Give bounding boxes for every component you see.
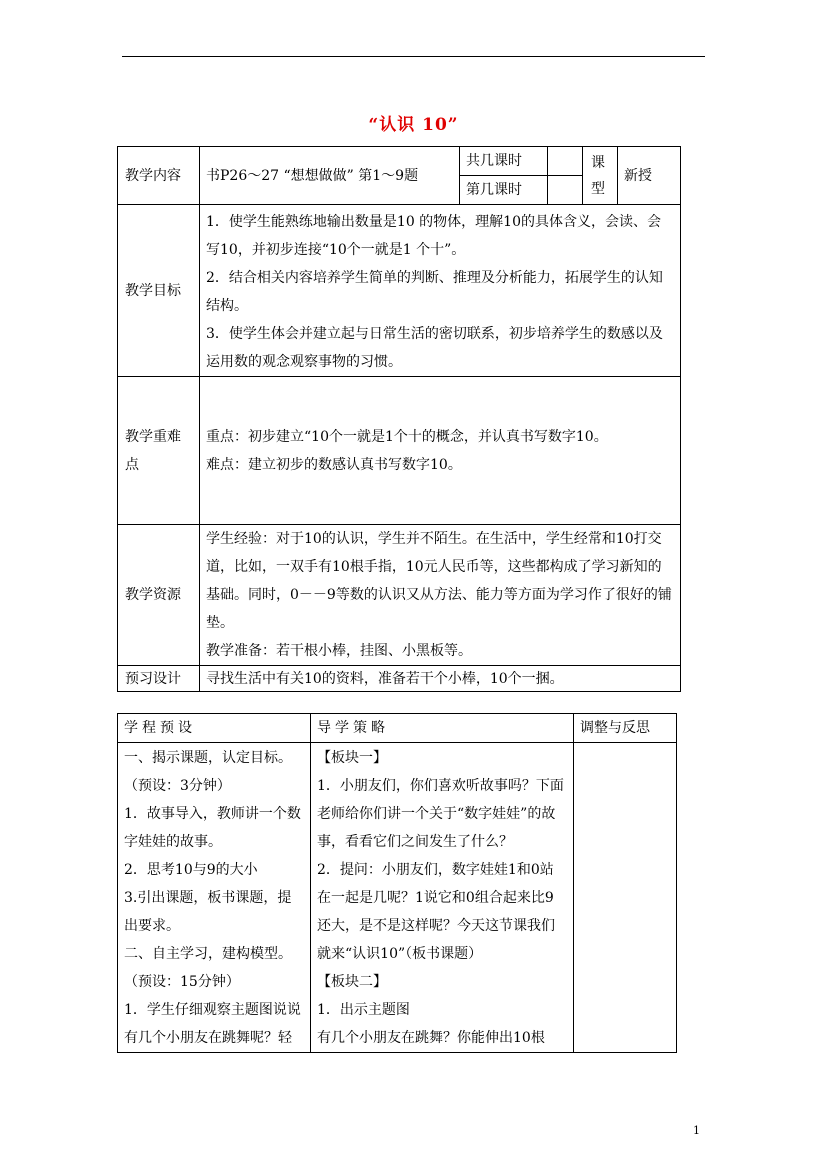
col-header-reflection: 调整与反思	[574, 714, 677, 743]
process-line: 1．学生仔细观察主题图说说有几个小朋友在跳舞呢？轻	[124, 1002, 301, 1046]
header-rule	[122, 56, 705, 57]
strategy-line: 【板块一】	[317, 750, 387, 766]
keypoints-content	[200, 377, 681, 525]
goals-content	[200, 205, 681, 377]
content-label: 教学内容	[118, 147, 200, 205]
goals-label: 教学目标	[118, 205, 200, 377]
process-line: 2．思考10与9的大小	[124, 862, 258, 878]
strategy-line: 1．出示主题图	[317, 1002, 410, 1018]
process-content	[118, 743, 311, 1053]
resources-label: 教学资源	[118, 525, 200, 666]
page-number: 1	[693, 1124, 700, 1137]
lesson-type-label: 课 型	[583, 147, 618, 205]
lesson-type-value: 新授	[618, 147, 681, 205]
col-header-strategy: 导学策略	[311, 714, 574, 743]
strategy-line: 【板块二】	[317, 974, 387, 990]
lesson-number-value	[548, 176, 583, 205]
strategy-line: 有几个小朋友在跳舞？你能伸出10根	[317, 1030, 545, 1046]
col-header-process: 学程预设	[118, 714, 311, 743]
preview-label: 预习设计	[118, 666, 200, 692]
document-title: “认识 10”	[368, 115, 459, 135]
process-line: 二、自主学习，建构模型。（预设：15分钟）	[124, 946, 292, 990]
strategy-line: 2．提问：小朋友们，数字娃娃1和0站在一起是几呢？1说它和0组合起来比9还大，是不是这样呢？今天这节课我们就来“认识10”（板书课题）	[317, 862, 555, 962]
reflection-content	[574, 743, 677, 1053]
lesson-info-table	[117, 146, 681, 692]
resources-content	[200, 525, 681, 666]
strategy-content	[311, 743, 574, 1053]
resource-experience: 学生经验：对于10的认识，学生并不陌生。在生活中，学生经常和10打交道，比如，一双手有10根手指，10元人民币等，这些都构成了学习新知的基础。同时，0－－9等数的认识又从方法、能力等方面为学习作了很好的铺垫。	[206, 531, 672, 631]
lesson-process-table	[117, 713, 677, 1053]
goal-1: 1．使学生能熟练地输出数量是10 的物体，理解10的具体含义，会读、会写10，并初步连接“10个一就是1 个十”。	[206, 214, 661, 258]
process-line: 1．故事导入，教师讲一个数字娃娃的故事。	[124, 806, 301, 850]
keypoint-difficulty: 难点：建立初步的数感认真书写数字10。	[206, 456, 462, 473]
total-lessons-label: 共几课时	[460, 147, 548, 176]
goal-3: 3．使学生体会并建立起与日常生活的密切联系，初步培养学生的数感以及运用数的观念观察事物的习惯。	[206, 326, 663, 370]
strategy-line: 1．小朋友们，你们喜欢听故事吗？下面老师给你们讲一个关于“数字娃娃”的故事，看看它们之间发生了什么？	[317, 778, 564, 850]
goal-2: 2．结合相关内容培养学生简单的判断、推理及分析能力，拓展学生的认知结构。	[206, 270, 663, 314]
process-line: 一、揭示课题，认定目标。（预设：3分钟）	[124, 750, 292, 794]
total-lessons-value	[548, 147, 583, 176]
preview-value: 寻找生活中有关10的资料，准备若干个小棒，10个一捆。	[200, 666, 681, 692]
lesson-number-label: 第几课时	[460, 176, 548, 205]
content-value: 书P26～27 “想想做做” 第1～9题	[200, 147, 460, 205]
keypoints-label: 教学重难点	[118, 377, 200, 525]
resource-preparation: 教学准备：若干根小棒，挂图、小黑板等。	[206, 643, 472, 659]
keypoint-focus: 重点：初步建立“10个一就是1个十的概念，并认真书写数字10。	[206, 428, 608, 445]
process-line: 3.引出课题，板书课题，提出要求。	[124, 890, 292, 934]
